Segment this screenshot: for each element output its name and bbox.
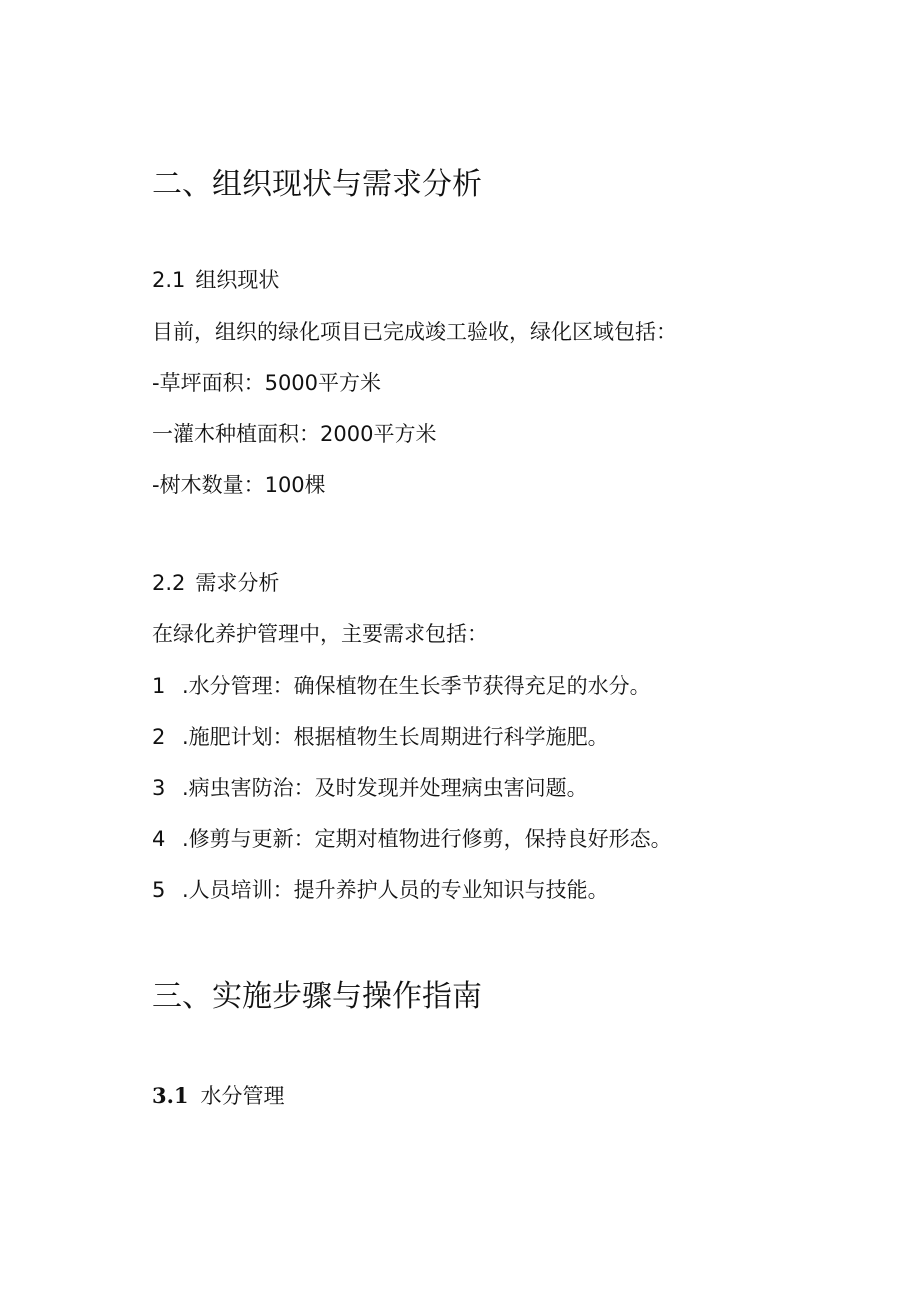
subsection-title: 需求分析 [195,571,280,595]
numbered-list-item [152,727,609,748]
numbered-list-item [152,880,609,901]
list-number: 3 [152,776,166,800]
numbered-list-item [152,778,588,799]
list-text: .水分管理：确保植物在生长季节获得充足的水分。 [182,674,651,698]
numbered-list-item [152,829,672,850]
subsection-2-2-heading [152,573,279,594]
subsection-3-1-heading [152,1085,285,1107]
list-text: .修剪与更新：定期对植物进行修剪，保持良好形态。 [182,827,672,851]
subsection-title: 组织现状 [195,268,280,292]
subsection-title: 水分管理 [200,1084,285,1108]
list-text: .病虫害防治：及时发现并处理病虫害问题。 [182,776,588,800]
list-number: 4 [152,827,166,851]
list-text: .人员培训：提升养护人员的专业知识与技能。 [182,878,609,902]
section-3-heading: 三、实施步骤与操作指南 [152,979,482,1014]
list-number: 5 [152,878,166,902]
subsection-2-1-heading [152,270,279,291]
section-2-heading: 二、组织现状与需求分析 [152,167,482,202]
paragraph-intro: 目前，组织的绿化项目已完成竣工验收，绿化区域包括： [152,320,677,344]
subsection-number: 3.1 [152,1083,189,1108]
list-number: 2 [152,725,166,749]
list-item: 一灌木种植面积：2000平方米 [152,422,437,446]
list-number: 1 [152,674,166,698]
subsection-number: 2.2 [152,571,186,595]
list-item: -草坪面积：5000平方米 [152,371,382,395]
subsection-number: 2.1 [152,268,186,292]
paragraph-intro: 在绿化养护管理中，主要需求包括： [152,622,488,646]
list-text: .施肥计划：根据植物生长周期进行科学施肥。 [182,725,609,749]
list-item: -树木数量：100棵 [152,473,326,497]
numbered-list-item [152,676,651,697]
